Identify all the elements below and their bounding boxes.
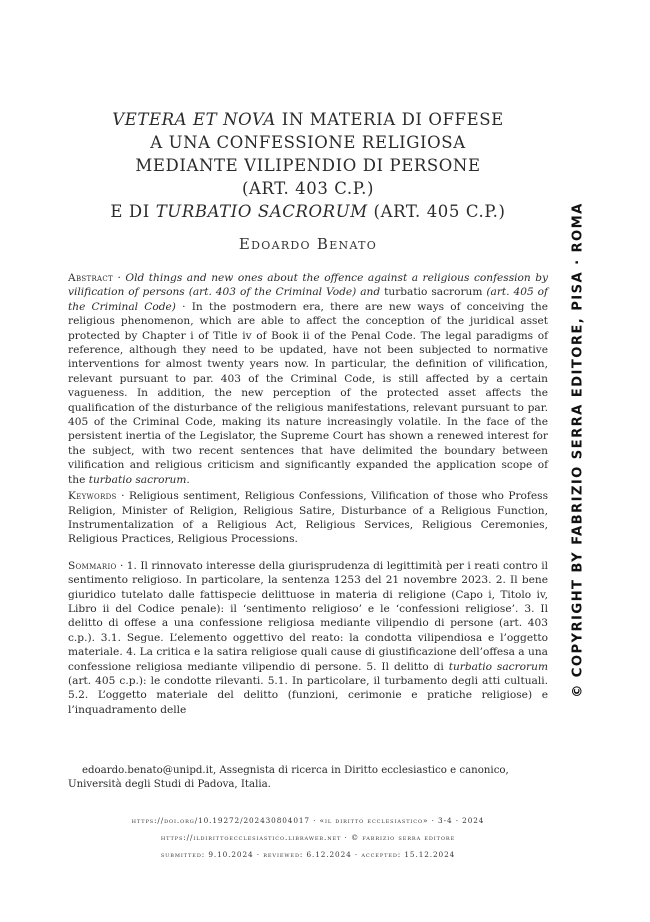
title-line-4: (ART. 403 C.P.) [241, 179, 375, 198]
sommario [68, 559, 548, 717]
footer-dates-line: submitted: 9.10.2024 · reviewed: 6.12.2024 · accepted: 15.12.2024 [160, 850, 456, 859]
abstract-sep: · [113, 272, 126, 284]
abstract-end: . [186, 473, 190, 486]
title-line-2: A UNA CONFESSIONE RELIGIOSA [150, 133, 466, 152]
title-line-5 [68, 200, 548, 223]
title-italic-phrase: VETERA ET NOVA [112, 110, 276, 129]
sommario-italic: turbatio sacrorum [448, 660, 548, 673]
title-line-5-start: E DI [110, 202, 156, 221]
footer-website-line: https://ildirittoecclesiastico.libraweb.net · © fabrizio serra editore [160, 833, 456, 842]
abstract-title-part-1: Old things and new ones about the offence against a religious confession by vilification of persons (art. 403 of the Criminal Vode) and [68, 272, 548, 299]
sommario-text-1: 1. Il rinnovato interesse della giurisprudenza di legittimità per i reati contro il sentimento religioso. In particolare, la sentenza 1253 del 21 novembre 2023. 2. Il bene giuridico tutelato dalle fattispecie delittuose in materia di religione (Capo i, Titolo iv, Libro ii del Codice penale): il ‘sentimento religioso’ e le ‘confessioni religiose’. 3. Il delitto di offese a una confessione religiosa mediante vilipendio di persone (art. 403 c.p.). 3.1. Segue. L’elemento oggettivo del reato: la condotta vilipendiosa e l’oggetto materiale. 4. La critica e la satira religiose quali cause di giustificazione dell’offesa a una confessione religiosa mediante vilipendio di persone. 5. Il delitto di [68, 559, 548, 673]
title-line-5-end: (ART. 405 C.P.) [367, 202, 506, 221]
abstract-label: Abstract [68, 272, 114, 284]
abstract [68, 271, 548, 487]
keywords-label: Keywords [68, 490, 117, 503]
author-name: Edoardo Benato [238, 235, 378, 253]
keywords-text: Religious sentiment, Religious Confessions, Vilification of those who Profess Religion, Minister of Religion, Religious Satire, Disturbance of a Religious Function, Instrumentalization of a Religious Act, Religious Services, Religious Ceremonies, Religious Practices, Religious Processions. [68, 490, 549, 546]
sommario-sep: · [116, 559, 127, 572]
keywords [68, 489, 548, 547]
article-first-page [68, 108, 548, 717]
side-copyright-notice: © COPYRIGHT BY FABRIZIO SERRA EDITORE, PISA · ROMA [570, 202, 586, 698]
title-line-1-rest: IN MATERIA DI OFFESE [275, 110, 504, 129]
abstract-title-part-2: (art. 405 of the Criminal Code) [68, 286, 548, 313]
title-line-3: MEDIANTE VILIPENDIO DI PERSONE [135, 156, 481, 175]
author-footnote: edoardo.benato@unipd.it, Assegnista di ricerca in Diritto ecclesiastico e canonico, Università degli Studi di Padova, Italia. [68, 765, 509, 790]
title-line-1 [68, 108, 548, 131]
sommario-text-2: (art. 405 c.p.): le condotte rilevanti. 5.1. In particolare, il turbamento degli atti cultuali. 5.2. L’oggetto materiale del delitto (funzioni, cerimonie e pratiche religiose) e l’inquadramento delle [68, 674, 548, 716]
abstract-end-italic: turbatio sacrorum [88, 473, 187, 486]
keywords-sep: · [116, 490, 129, 503]
abstract-body: · In the postmodern era, there are new ways of conceiving the religious phenomenon, which are able to affect the conception of the juridical asset protected by Chapter i of Title iv of Book ii of the Penal Code. The legal paradigms of reference, although they need to be updated, have not been subjected to normative interventions for almost twenty years now. In particular, the definition of vilification, relevant pursuant to par. 403 of the Criminal Code, is still affected by a certain vagueness. In addition, the new perception of the protected asset affects the qualification of the disturbance of the religious manifestations, relevant pursuant to par. 405 of the Criminal Code, making its nature increasingly volatile. In the face of the persistent inertia of the Legislator, the Supreme Court has shown a renewed interest for the subject, with two recent sentences that have delimited the boundary between vilification and religious criticism and significantly expanded the application scope of the [68, 300, 548, 486]
abstract-title-roman: turbatio sacrorum [380, 286, 487, 299]
publication-footer [68, 812, 548, 863]
title-italic-phrase-2: TURBATIO SACRORUM [155, 202, 368, 221]
article-title [68, 108, 548, 223]
sommario-label: Sommario [68, 559, 117, 572]
footer-doi-line: https://doi.org/10.19272/202430804017 · «il diritto ecclesiastico» · 3-4 · 2024 [131, 816, 485, 825]
